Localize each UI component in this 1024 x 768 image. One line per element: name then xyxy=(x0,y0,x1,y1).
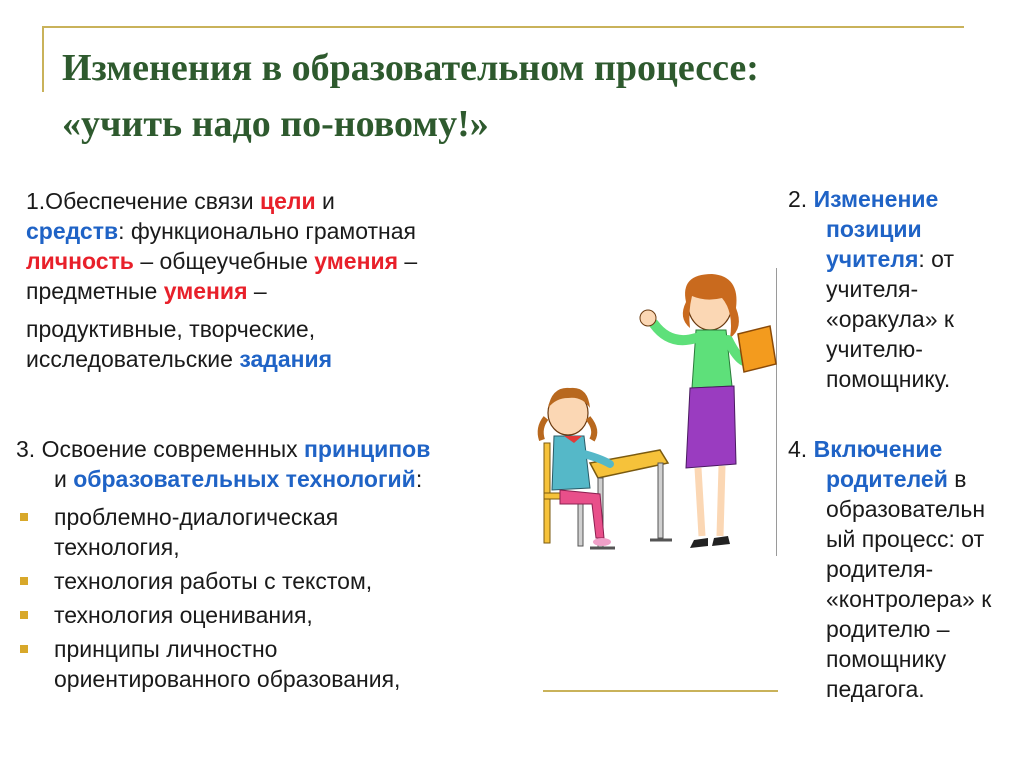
text: предметные xyxy=(26,278,164,304)
text: 1.Обеспечение связи xyxy=(26,188,260,214)
text: технология, xyxy=(54,534,180,560)
keyword: Изменение xyxy=(813,186,939,212)
slide-title xyxy=(62,40,962,152)
text: – xyxy=(398,248,418,274)
section-parents xyxy=(788,434,1018,704)
text: технология оценивания, xyxy=(54,602,313,628)
text: помощнику. xyxy=(826,366,951,392)
title-line-2: «учить надо по-новому!» xyxy=(62,103,489,145)
section-goals-means xyxy=(26,186,526,374)
bullet-icon xyxy=(20,645,28,653)
text: учителю- xyxy=(826,336,923,362)
keyword: цели xyxy=(259,188,316,214)
list-item xyxy=(16,566,536,596)
frame-top-line xyxy=(42,26,964,28)
title-line-1: Изменения в образовательном процессе: xyxy=(62,47,759,89)
keyword: принципов xyxy=(304,436,431,462)
section-technologies xyxy=(16,434,536,698)
list-item xyxy=(16,502,536,562)
section-number: 2. xyxy=(788,186,814,212)
keyword: умения xyxy=(163,278,248,304)
list-item xyxy=(16,634,536,694)
list-item xyxy=(16,600,536,630)
keyword: средств xyxy=(26,218,119,244)
text: проблемно-диалогическая xyxy=(54,504,339,530)
bullet-icon xyxy=(20,577,28,585)
keyword: образовательных технологий xyxy=(73,466,416,492)
text: ый процесс: от xyxy=(826,526,985,552)
text: : функционально грамотная xyxy=(118,218,416,244)
text: технология работы с текстом, xyxy=(54,568,373,594)
keyword: умения xyxy=(314,248,399,274)
text: ориентированного образования, xyxy=(54,666,401,692)
text: и xyxy=(315,188,335,214)
text: в xyxy=(947,466,967,492)
section-teacher-position xyxy=(788,184,998,394)
keyword: Включение xyxy=(813,436,943,462)
text: помощнику xyxy=(826,646,947,672)
text: 3. Освоение современных xyxy=(16,436,305,462)
text: родителя- xyxy=(826,556,934,582)
text: : от xyxy=(918,246,954,272)
text: учителя- xyxy=(826,276,919,302)
keyword: учителя xyxy=(826,246,919,272)
keyword: позиции xyxy=(826,216,922,242)
text: педагога. xyxy=(826,676,925,702)
text: : xyxy=(415,466,423,492)
frame-left-line xyxy=(42,26,44,92)
keyword: задания xyxy=(239,346,333,372)
keyword: родителей xyxy=(826,466,948,492)
text: родителю – xyxy=(826,616,950,642)
teacher-student-illustration xyxy=(530,268,780,558)
bullet-icon xyxy=(20,513,28,521)
text: исследовательские xyxy=(26,346,240,372)
text: продуктивные, творческие, xyxy=(26,316,316,342)
text: «контролера» к xyxy=(826,586,992,612)
text: принципы личностно xyxy=(54,636,278,662)
text: и xyxy=(54,466,74,492)
keyword: личность xyxy=(26,248,134,274)
frame-bottom-line xyxy=(543,690,778,692)
section-number: 4. xyxy=(788,436,814,462)
text: – xyxy=(247,278,267,304)
text: образовательн xyxy=(826,496,986,522)
text: – общеучебные xyxy=(133,248,315,274)
bullet-icon xyxy=(20,611,28,619)
technology-list xyxy=(16,502,536,694)
text: «оракула» к xyxy=(826,306,954,332)
